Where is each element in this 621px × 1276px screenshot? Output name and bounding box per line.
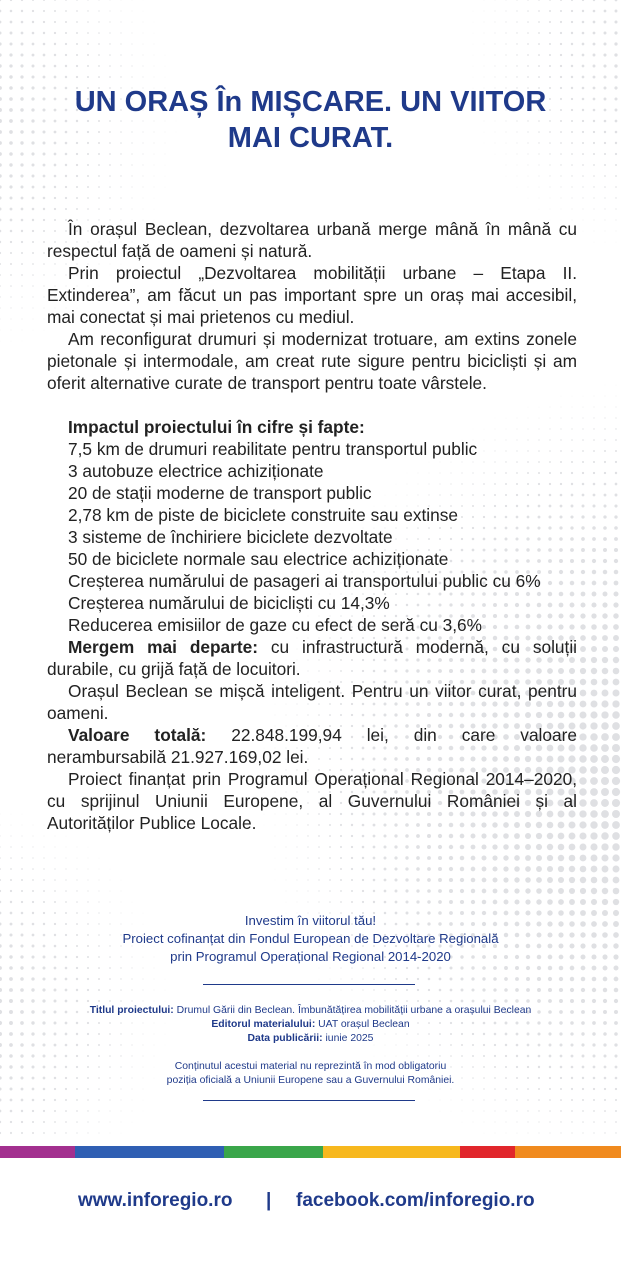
link-separator: |	[266, 1190, 272, 1211]
divider-top	[203, 984, 415, 985]
finantare-paragraph: Proiect finanțat prin Programul Operațional Regional 2014–2020, cu sprijinul Uniunii Europene, al Guvernului României și al Autorităților Publice Locale.	[47, 769, 577, 833]
intro-paragraph: În orașul Beclean, dezvoltarea urbană merge mână în mână cu respectul față de oameni și natură.	[47, 219, 577, 261]
title-line-1: UN ORAȘ În MIȘCARE. UN VIITOR	[74, 86, 547, 118]
slogan: Investim în viitorul tău!	[244, 913, 377, 928]
disclaimer-line-1: Conținutul acestui material nu reprezintă în mod obligatoriu	[174, 1061, 447, 1072]
editor-value: UAT orașul Beclean	[315, 1019, 410, 1030]
color-stripe	[0, 1146, 621, 1158]
stripe-orange	[515, 1146, 621, 1158]
impact-list	[47, 438, 577, 636]
editor-label: Editorul materialului:	[211, 1019, 316, 1030]
impact-item: 3 autobuze electrice achiziționate	[68, 461, 324, 481]
project-title-line	[40, 1004, 581, 1018]
impact-heading: Impactul proiectului în cifre și fapte:	[68, 417, 365, 437]
stripe-red	[460, 1146, 516, 1158]
title-line-2: MAI CURAT.	[227, 122, 394, 154]
works-paragraph: Am reconfigurat drumuri și modernizat trotuare, am extins zonele pietonale și intermodale, am creat rute sigure pentru bicicliști și am oferit alternative curate de transport pentru toate vârstele.	[47, 329, 577, 393]
mergem-paragraph	[47, 636, 577, 680]
beclean-paragraph: Orașul Beclean se mișcă inteligent. Pentru un viitor curat, pentru oameni.	[47, 681, 577, 723]
stripe-purple	[0, 1146, 75, 1158]
impact-item: Reducerea emisiilor de gaze cu efect de seră cu 3,6%	[68, 615, 483, 635]
facebook-link[interactable]: facebook.com/inforegio.ro	[296, 1190, 535, 1211]
impact-item: 50 de biciclete normale sau electrice achiziționate	[68, 549, 449, 569]
publish-date-line	[40, 1032, 581, 1046]
stripe-green	[224, 1146, 323, 1158]
stripe-blue	[75, 1146, 224, 1158]
impact-item: Creșterea numărului de bicicliști cu 14,3%	[68, 593, 390, 613]
program-line: prin Programul Operațional Regional 2014-2020	[170, 949, 451, 964]
impact-item: 3 sisteme de închiriere biciclete dezvoltate	[68, 527, 393, 547]
mergem-text: cu infrastructură modernă, cu soluții durabile, cu grijă față de locuitori.	[47, 637, 578, 679]
editor-line	[40, 1018, 581, 1032]
website-link[interactable]: www.inforegio.ro	[78, 1190, 233, 1211]
publish-date-value: iunie 2025	[322, 1033, 374, 1044]
valoare-paragraph	[47, 724, 577, 768]
page-title	[40, 84, 581, 156]
funding-statement	[60, 912, 561, 966]
divider-bottom	[203, 1100, 415, 1101]
valoare-text: 22.848.199,94 lei, din care valoare nerambursabilă 21.927.169,02 lei.	[47, 725, 577, 767]
project-paragraph: Prin proiectul „Dezvoltarea mobilității urbane – Etapa II. Extinderea”, am făcut un pas important spre un oraș mai accesibil, mai conectat și mai prietenos cu mediul.	[47, 263, 577, 327]
impact-item: 2,78 km de piste de biciclete construite sau extinse	[68, 505, 459, 525]
impact-item: 20 de stații moderne de transport public	[68, 483, 372, 503]
impact-item: Creșterea numărului de pasageri ai transportului public cu 6%	[68, 571, 541, 591]
mergem-label: Mergem mai departe:	[68, 637, 259, 657]
impact-item: 7,5 km de drumuri reabilitate pentru transportul public	[68, 439, 478, 459]
project-meta	[40, 1004, 581, 1046]
main-text	[47, 218, 577, 834]
valoare-label: Valoare totală:	[68, 725, 207, 745]
disclaimer	[60, 1060, 561, 1088]
cofinantare-line: Proiect cofinanțat din Fondul European de Dezvoltare Regională	[122, 931, 499, 946]
publish-date-label: Data publicării:	[247, 1033, 323, 1044]
project-title-label: Titlul proiectului:	[89, 1005, 174, 1016]
disclaimer-line-2: poziția oficială a Uniunii Europene sau a Guvernului României.	[166, 1075, 455, 1086]
project-title-value: Drumul Gării din Beclean. Îmbunătățirea mobilității urbane a orașului Beclean	[173, 1005, 532, 1016]
stripe-yellow	[323, 1146, 460, 1158]
